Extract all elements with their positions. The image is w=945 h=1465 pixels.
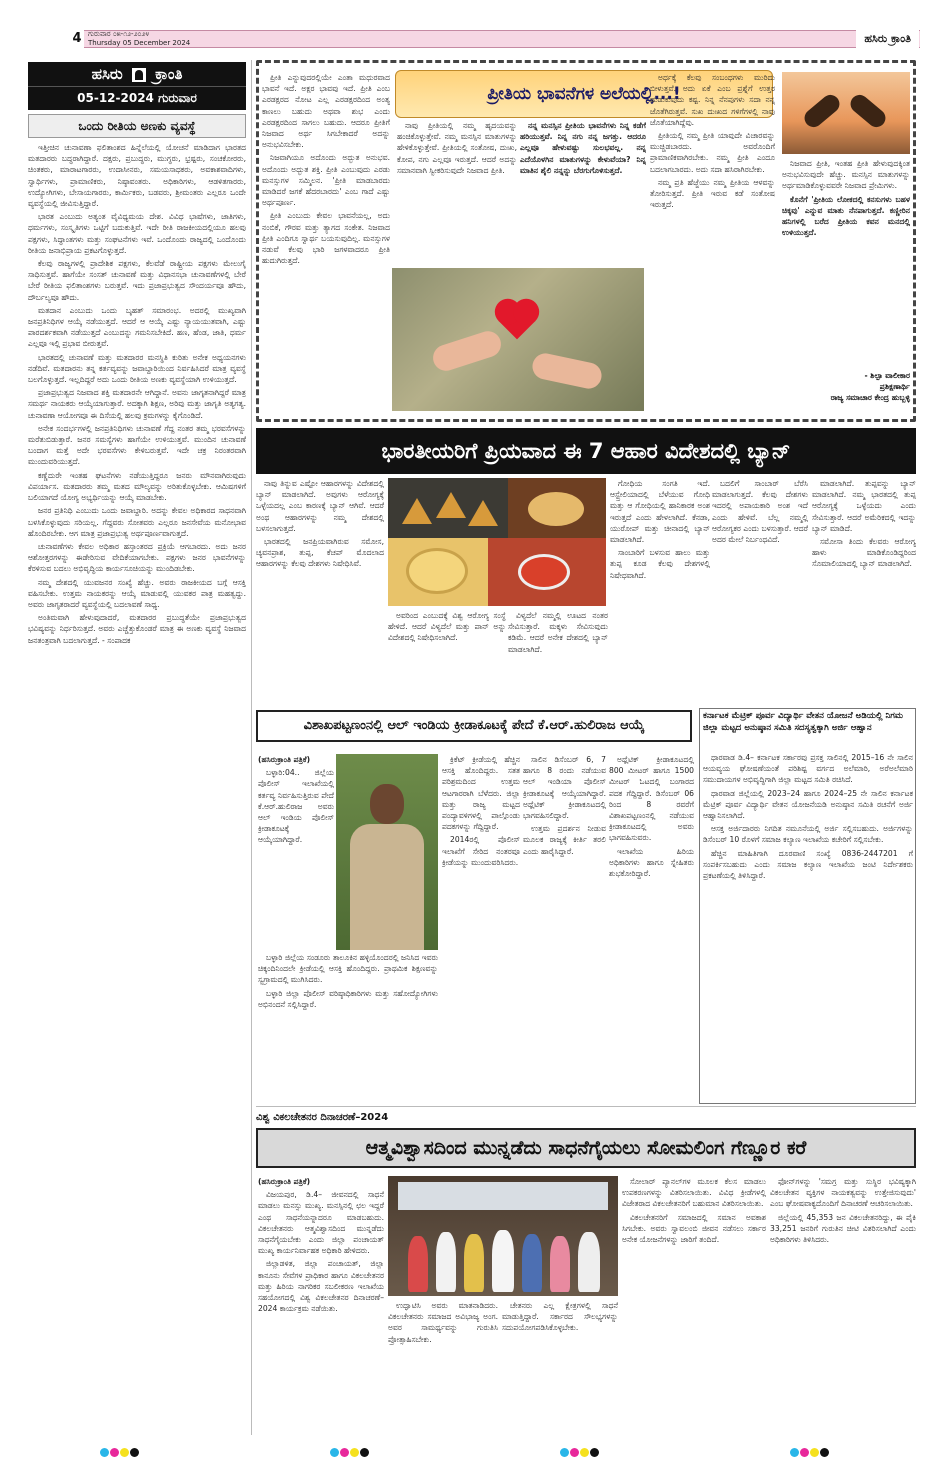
person-figure: [550, 1236, 570, 1292]
sports-article-column: [442, 754, 520, 1102]
disabled-paragraph: ಜಿಲ್ಲಾಡಳಿತ, ಜಿಲ್ಲಾ ಪಂಚಾಯತ್, ಜಿಲ್ಲಾ ಕಾನೂನು ಸೇವೆಗಳ ಪ್ರಾಧಿಕಾರ ಹಾಗೂ ವಿಕಲಚೇತನರ ಮತ್ತು ಹಿರಿಯ ನಾಗರಿಕರ ಸಬಲೀಕರಣ ಇಲಾಖೆಯ ಸಹಯೋಗದಲ್ಲಿ ವಿಶ್ವ ವಿಕಲಚೇತನರ ದಿನಾಚರಣೆ–2024 ಕಾರ್ಯಕ್ರಮ ನಡೆಯಿತು.: [258, 1259, 384, 1314]
disabled-article-column: [770, 1176, 916, 1434]
love-article-column: [520, 120, 646, 265]
love-article-column: [262, 72, 390, 417]
samosa-shape: [436, 492, 466, 518]
editorial-paragraph: ಪ್ರಜಾಪ್ರಭುತ್ವದ ನಿಜವಾದ ಶಕ್ತಿ ಮತದಾರನೇ ಆಗಿದ್ದಾನೆ. ಅವನು ಜಾಗೃತನಾಗಿದ್ದರೆ ಮಾತ್ರ ಸಮರ್ಥ ನಾಯಕರು ಆಯ್ಕೆಯಾಗುತ್ತಾರೆ. ಅದಕ್ಕಾಗಿ ಶಿಕ್ಷಣ, ಅರಿವು ಮತ್ತು ಜಾಗೃತಿ ಅತ್ಯಗತ್ಯ. ಚುನಾವಣಾ ಆಯೋಗವೂ ಈ ದಿಸೆಯಲ್ಲಿ ಹಲವು ಕ್ರಮಗಳನ್ನು ಕೈಗೊಂಡಿದೆ.: [28, 388, 246, 420]
page-number: 4: [70, 30, 84, 48]
masthead: [28, 62, 246, 110]
food-paragraph: ಗೋಧಿಯ ಸಂಗತಿ ಇದೆ. ಆಸ್ಟ್ರೇಲಿಯಾದಲ್ಲಿ ಬೆಳೆಯುವ ಗೋಧಿ ಮತ್ತು ಆ ಗೋಧಿಯಲ್ಲಿ ಹಾನಿಕಾರಕ ಅಂಶ ಇರುತ್ತದೆ ಎಂದು ಹೇಳಲಾಗಿದೆ. ಕೆನಡಾ, ಯುರೋಪ್ ಮತ್ತು ಚೀನಾದಲ್ಲಿ ಬ್ಯಾನ್ ಮಾಡಲಾಗಿದೆ.: [610, 479, 710, 545]
disabled-article-column: [388, 1300, 498, 1434]
food-article-column: [812, 478, 916, 704]
person-figure: [522, 1234, 542, 1292]
food-paragraph: ಮಾಡಲಾಗಿದೆ. ತುಪ್ಪವನ್ನು ಬ್ಯಾನ್ ಮಾಡಲಾಗಿದೆ. ನಮ್ಮ ಭಾರತದಲ್ಲಿ ತುಪ್ಪ ಆರೋಗ್ಯಕ್ಕೆ ಒಳ್ಳೆಯದು ಎಂದು ಸೇವಿಸುತ್ತಾರೆ. ಆದರೆ ಅಮೆರಿಕದಲ್ಲಿ ಇದನ್ನು ಬ್ಯಾನ್ ಮಾಡಿದೆ.: [812, 479, 916, 533]
author-name: - ಶಿಲ್ಪಾ ವಾಲೀಕಾರ: [864, 371, 910, 380]
hand-shape: [530, 351, 604, 391]
disabled-dateline: (ಹಸಿರುಕ್ರಾಂತಿ ಪತ್ರಿಕೆ): [258, 1177, 311, 1186]
editorial-paragraph: ಇತ್ತೀಚಿನ ಚುನಾವಣಾ ಫಲಿತಾಂಶದ ಹಿನ್ನೆಲೆಯಲ್ಲಿ ಯೋಚನೆ ಮಾಡಿದಾಗ ಭಾರತದ ಮತದಾರರು ಬದ್ಧರಾಗಿದ್ದಾರೆ. ದಕ್ಷರು, ಪ್ರಬುದ್ಧರು, ಮುಗ್ಧರು, ಭ್ರಷ್ಟರು, ಸಂಚಕೋರರು, ಚಿಂತಕರು, ಮಾರಾಟಗಾರರು, ಉದಾಸೀನರು, ಸಮಯಸಾಧಕರು, ಅವಕಾಶವಾದಿಗಳು, ಸ್ವಾರ್ಥಿಗಳು, ಪ್ರಾಮಾಣಿಕರು, ನಿಷ್ಠಾವಂತರು. ಅಧಿಕಾರಿಗಳು, ಆಡಳಿತಗಾರರು, ಉದ್ಯೋಗಿಗಳು, ಬೇಸಾಯಗಾರರು, ಕಾರ್ಮಿಕರು, ಬಡವರು, ಶ್ರೀಮಂತರು ಎಲ್ಲರೂ ಒಂದೇ ವ್ಯವಸ್ಥೆಯಲ್ಲಿ ಜೀವಿಸುತ್ತಿದ್ದಾರೆ.: [28, 143, 246, 209]
love-paragraph: ನಮ್ಮ ಪ್ರತಿ ಹೆಜ್ಜೆಯು ನಮ್ಮ ಪ್ರೀತಿಯ ಆಳವನ್ನು ತೋರಿಸುತ್ತದೆ. ಪ್ರೀತಿ ಇರುವ ಕಡೆ ಸಂತೋಷ ಇರುತ್ತದೆ.: [650, 177, 775, 210]
disabled-article-kicker: ವಿಶ್ವ ವಿಕಲಚೇತನರ ದಿನಾಚರಣೆ–2024: [256, 1112, 389, 1123]
food-paragraph: ಸಮೋಸಾ ತಿಂದು ಕೆಲವರು ಆರೋಗ್ಯ ಹಾಳು ಮಾಡಿಕೊಂಡಿದ್ದರಿಂದ ಸೊಮಾಲಿಯಾದಲ್ಲಿ ಬ್ಯಾನ್ ಮಾಡಲಾಗಿದೆ.: [812, 537, 916, 569]
sports-paragraph: ಇಲಾಖೆಯ ಹಿರಿಯ ಅಧಿಕಾರಿಗಳು ಹಾಗೂ ಸ್ನೇಹಿತರು ಶುಭಕೋರಿದ್ದಾರೆ.: [609, 846, 694, 879]
love-paragraph: ನಿಜವಾಗಿಯೂ ಅದೊಂದು ಅದ್ಭುತ ಅನುಭವ. ಅದೊಂದು ಅದ್ಭುತ ಶಕ್ತಿ. ಪ್ರೀತಿ ಎಂಬುವುದು ಎರಡು ಮನಸ್ಸುಗಳ ಸಮ್ಮಿಲನ. 'ಪ್ರೀತಿ ಮಾಡಬಾರದು ಮಾಡಿದರೆ ಜಗಕೆ ಹೆದರಬಾರದು' ಎಂಬ ಗಾದೆ ಎಷ್ಟು ಅರ್ಥಪೂರ್ಣ.: [262, 153, 390, 208]
food-paragraph: ವಿಳ್ಯದೆಲೆ ನಮ್ಮಲ್ಲಿ ಊಟದ ನಂತರ ಸೇವಿಸುತ್ತಾರೆ. ಮಕ್ಕಳು ಸೇವಿಸುವುದು ಕಡಿಮೆ. ಆದರೆ ಅನೇಕ ದೇಶದಲ್ಲಿ ಬ್ಯಾನ್ ಮಾಡಲಾಗಿದೆ.: [508, 611, 608, 654]
food-paragraph: ಅವರಿಂದ ಎಂಬುದಕ್ಕೆ ವಿಶ್ವ ಆರೋಗ್ಯ ಸಂಸ್ಥೆ ಹೇಳಿದೆ. ಆದರೆ ವಿಳ್ಯದೆಲೆ ಮತ್ತು ಪಾನ್ ಅನ್ನು ವಿದೇಶದಲ್ಲಿ ನಿಷೇಧಿಸಲಾಗಿದೆ.: [388, 611, 506, 643]
disabled-paragraph: ಸೋಲಾರ್ ಪ್ಯಾನಲ್‌ಗಳ ಮೂಲಕ ಕೆಲಸ ಮಾಡಲು ಉಪಕರಣಗಳನ್ನು ವಿತರಿಸಲಾಯಿತು. ವಿವಿಧ ಕ್ರೀಡೆಗಳಲ್ಲಿ ವಿಜೇತರಾದ ವಿಕಲಚೇತನರಿಗೆ ಬಹುಮಾನ ವಿತರಿಸಲಾಯಿತು.: [622, 1177, 766, 1209]
food-article-column: [712, 478, 808, 704]
masthead-name-left: ಹಸಿರು: [91, 65, 123, 83]
disabled-paragraph: ಫೋನ್‌ಗಳನ್ನು 'ಸಮಗ್ರ ಮತ್ತು ಸುಸ್ಥಿರ ಭವಿಷ್ಯಕ್ಕಾಗಿ ವಿಕಲಚೇತನ ವ್ಯಕ್ತಿಗಳ ನಾಯಕತ್ವವನ್ನು ಉತ್ತೇಜಿಸುವುದು' ಎಂಬ ಘೋಷವಾಕ್ಯದೊಂದಿಗೆ ದಿನಾಚರಣೆ ಆಚರಿಸಲಾಯಿತು.: [770, 1177, 916, 1209]
editorial-paragraph: ಕೆಲವು ರಾಜ್ಯಗಳಲ್ಲಿ ಪ್ರಾದೇಶಿಕ ಪಕ್ಷಗಳು, ಕೆಲವೆಡೆ ರಾಷ್ಟ್ರೀಯ ಪಕ್ಷಗಳು ಮೇಲುಗೈ ಸಾಧಿಸುತ್ತವೆ. ಹಾಗೆಯೇ ಸಂಸತ್ ಚುನಾವಣೆ ಮತ್ತು ವಿಧಾನಸಭಾ ಚುನಾವಣೆಗಳಲ್ಲಿ ಬೇರೆ ಬೇರೆ ರೀತಿಯ ಫಲಿತಾಂಶಗಳು ಬರುತ್ತವೆ. ಇದು ಪ್ರಜಾಪ್ರಭುತ್ವದ ಸೌಂದರ್ಯವೂ ಹೌದು, ದೌರ್ಬಲ್ಯವೂ ಹೌದು.: [28, 259, 246, 302]
ghee-photo: [388, 538, 488, 606]
food-article-column: [388, 610, 506, 704]
committee-paragraph: ಧಾರವಾಡ ಜಿಲ್ಲೆಯಲ್ಲಿ 2023–24 ಹಾಗೂ 2024–25 ನೇ ಸಾಲಿನ ಕರ್ನಾಟಕ ಮೆಟ್ರಿಕ್ ಪೂರ್ವ ವಿದ್ಯಾರ್ಥಿ ವೇತನ ಯೋಜನೆಯಡಿ ಅನುಷ್ಠಾನ ಸಮಿತಿ ರಚನೆಗೆ ಅರ್ಜಿ ಆಹ್ವಾನಿಸಲಾಗಿದೆ.: [703, 788, 913, 821]
sports-paragraph: ಸಾಲಿನ ಡಿಸೆಂಬರ್ 6, 7 ಹಾಗೂ 8 ರಂದು ನಡೆಯುವ ಆಲ್ ಇಂಡಿಯಾ ಪೊಲೀಸ್ ಕ್ರೀಡಾಕೂಟಕ್ಕೆ ಆಯ್ಕೆಯಾಗಿದ್ದಾರೆ. ಅಥ್ಲೆಟಿಕ್ ಕ್ರೀಡಾಕೂಟದಲ್ಲಿ ಭಾಗವಹಿಸಲಿದ್ದಾರೆ.: [523, 755, 606, 821]
love-paragraph: ಅರ್ಧಕ್ಕೆ ಕೆಲವು ಸಂಬಂಧಗಳು ಮುರಿದು ಬೀಳುತ್ತವೆ. ಅದು ಏಕೆ ಎಂಬ ಪ್ರಶ್ನೆಗೆ ಉತ್ತರ ಹುಡುಕುವುದು ಕಷ್ಟ. ನಿನ್ನ ನೆನಪುಗಳು ಸದಾ ನನ್ನ ಜೊತೆಗಿರುತ್ತವೆ. ಸುಖ ದುಃಖದ ಗಳಿಗೆಗಳಲ್ಲಿ ನಾವು ಜೊತೆಯಾಗಿದ್ದೆವು.: [650, 73, 775, 127]
stage-banner: [398, 1182, 608, 1210]
disabled-paragraph: ಜಿಲ್ಲೆಯಲ್ಲಿ 45,353 ಜನ ವಿಕಲಚೇತನರಿದ್ದು, ಈ ಪೈಕಿ 33,251 ಜನರಿಗೆ ಗುರುತಿನ ಚೀಟಿ ವಿತರಿಸಲಾಗಿದೆ ಎಂದು ಅಧಿಕಾರಿಗಳು ತಿಳಿಸಿದರು.: [770, 1212, 916, 1245]
masthead-name: [28, 62, 246, 86]
paper-name: ಹಸಿರು ಕ್ರಾಂತಿ: [856, 30, 919, 48]
disabled-article-column: [502, 1300, 618, 1434]
love-article-byline: [782, 370, 910, 416]
samosa-shape: [468, 500, 498, 526]
date-kannada: ಗುರುವಾರ ೦೫-೧೨-೨೦೨೪: [88, 30, 150, 38]
disabled-paragraph: ಚೇತನರು ಎಲ್ಲ ಕ್ಷೇತ್ರಗಳಲ್ಲಿ ಸಾಧನೆ ಮಾಡುತ್ತಿದ್ದಾರೆ. ಸರ್ಕಾರದ ಸೌಲಭ್ಯಗಳನ್ನು ಸದುಪಯೋಗಪಡಿಸಿಕೊಳ್ಳಬೇಕು.: [502, 1301, 618, 1333]
editorial-paragraph: ಚುನಾವಣೆಗಳು ಕೇವಲ ಅಧಿಕಾರ ಹಸ್ತಾಂತರದ ಪ್ರಕ್ರಿಯೆ ಆಗಬಾರದು. ಅದು ಜನರ ಆಶೋತ್ತರಗಳನ್ನು ಈಡೇರಿಸುವ ವೇದಿಕೆಯಾಗಬೇಕು. ಪಕ್ಷಗಳು ಜನರ ಭಾವನೆಗಳನ್ನು ಕೆರಳಿಸುವ ಬದಲು ಅಭಿವೃದ್ಧಿಯ ಕಾರ್ಯಸೂಚಿಯನ್ನು ಮುಂದಿಡಬೇಕು.: [28, 541, 246, 574]
person-figure: [578, 1232, 600, 1292]
bowl-shape: [518, 554, 570, 590]
person-figure: [464, 1234, 484, 1292]
sports-article-column: [609, 754, 694, 1102]
food-article-column: [256, 478, 384, 704]
ketchup-photo: [488, 538, 606, 606]
editorial-paragraph: ಅನೇಕ ಸಂದರ್ಭಗಳಲ್ಲಿ ಜನಪ್ರತಿನಿಧಿಗಳು ಚುನಾವಣೆ ಗೆದ್ದ ನಂತರ ತಮ್ಮ ಭರವಸೆಗಳನ್ನು ಮರೆತುಬಿಡುತ್ತಾರೆ. ಜನರ ಸಮಸ್ಯೆಗಳು ಹಾಗೆಯೇ ಉಳಿಯುತ್ತವೆ. ಮುಂದಿನ ಚುನಾವಣೆ ಬಂದಾಗ ಮತ್ತೆ ಅದೇ ಭರವಸೆಗಳು ಕೇಳಿಬರುತ್ತವೆ. ಇದೇ ಚಕ್ರ ನಿರಂತರವಾಗಿ ಮುಂದುವರಿಯುತ್ತದೆ.: [28, 423, 246, 467]
committee-paragraph: ಧಾರವಾಡ ಡಿ.4– ಕರ್ನಾಟಕ ಸರ್ಕಾರವು ಪ್ರಸಕ್ತ ಸಾಲಿನಲ್ಲಿ 2015–16 ನೇ ಸಾಲಿನ ಆಯವ್ಯಯ ಘೋಷಣೆಯಂತೆ ಪರಿಶಿಷ್ಟ ವರ್ಗದ ಅಲೆಮಾರಿ, ಅರೆಅಲೆಮಾರಿ ಸಮುದಾಯಗಳ ಅಭಿವೃದ್ಧಿಗಾಗಿ ಜಿಲ್ಲಾ ಮಟ್ಟದ ಸಮಿತಿ ರಚಿಸಿದೆ.: [703, 753, 913, 785]
disabled-article-column: [258, 1176, 384, 1434]
person-figure: [408, 1236, 428, 1292]
wheat-photo: [508, 478, 606, 538]
disabled-paragraph: ಉದ್ಘಾಟಿಸಿ ಅವರು ಮಾತನಾಡಿದರು. ವಿಕಲಚೇತನರು ಸಮಾಜದ ಅವಿಭಾಜ್ಯ ಅಂಗ. ಅವರ ಸಾಮರ್ಥ್ಯವನ್ನು ಗುರುತಿಸಿ ಪ್ರೋತ್ಸಾಹಿಸಬೇಕು.: [388, 1301, 498, 1344]
header-strip: [70, 30, 920, 48]
committee-paragraph: ಆಸಕ್ತ ಅರ್ಜಿದಾರರು ನಿಗದಿತ ನಮೂನೆಯಲ್ಲಿ ಅರ್ಜಿ ಸಲ್ಲಿಸಬಹುದು. ಅರ್ಜಿಗಳನ್ನು ಡಿಸೆಂಬರ್ 10 ರೊಳಗೆ ಸಮಾಜ ಕಲ್ಯಾಣ ಇಲಾಖೆಯ ಕಚೇರಿಗೆ ಸಲ್ಲಿಸಬೇಕು.: [703, 824, 913, 845]
committee-article-body: [703, 752, 913, 1098]
samosa-photo: [388, 478, 508, 538]
section-divider: [256, 1106, 916, 1107]
registration-mark-icon: [330, 1442, 370, 1452]
love-article-column: [650, 72, 775, 417]
masthead-name-right: ಕ್ರಾಂತಿ: [155, 65, 183, 83]
sports-paragraph: ಅಥ್ಲೆಟಿಕ್ ಕ್ರೀಡಾಕೂಟದಲ್ಲಿ 800 ಮೀಟರ್ ಹಾಗೂ 1500 ಮೀಟರ್ ಓಟದಲ್ಲಿ ಬಂಗಾರದ ಪದಕ ಗೆದ್ದಿದ್ದಾರೆ. ಡಿಸೆಂಬರ್ 06 ರಿಂದ 8 ರವರೆಗೆ ವಿಶಾಖಪಟ್ಟಣಂನಲ್ಲಿ ನಡೆಯುವ ಕ್ರೀಡಾಕೂಟದಲ್ಲಿ ಅವರು ಭಾಗವಹಿಸುವರು.: [609, 755, 694, 843]
masthead-date: 05-12-2024 ಗುರುವಾರ: [28, 86, 246, 109]
editorial-paragraph: ಭಾರತ ಎಂಬುದು ಅತ್ಯಂತ ವೈವಿಧ್ಯಮಯ ದೇಶ. ವಿವಿಧ ಭಾಷೆಗಳು, ಜಾತಿಗಳು, ಧರ್ಮಗಳು, ಸಂಸ್ಕೃತಿಗಳು ಒಟ್ಟಿಗೆ ಬದುಕುತ್ತಿವೆ. ಇದೇ ರೀತಿ ರಾಜಕೀಯದಲ್ಲಿಯೂ ಹಲವು ಪಕ್ಷಗಳು, ಸಿದ್ಧಾಂತಗಳು ಮತ್ತು ಸಂಘಟನೆಗಳು ಇವೆ. ಒಂದೊಂದು ರಾಜ್ಯದಲ್ಲಿ ಒಂದೊಂದು ರೀತಿಯ ಜನಾಭಿಪ್ರಾಯ ಪ್ರಕಟಗೊಳ್ಳುತ್ತದೆ.: [28, 212, 246, 255]
love-paragraph: ಪ್ರೀತಿ ಎಂಬುದು ಕೇವಲ ಭಾವನೆಯಲ್ಲ, ಅದು ನಂಬಿಕೆ, ಗೌರವ ಮತ್ತು ತ್ಯಾಗದ ಸಂಕೇತ. ನಿಜವಾದ ಪ್ರೀತಿ ಎಂದಿಗೂ ಸ್ವಾರ್ಥ ಬಯಸುವುದಿಲ್ಲ. ಮನಸ್ಸುಗಳ ನಡುವೆ ಕೆಲವು ಭಾರಿ ಜಗಳವಾದರೂ ಪ್ರೀತಿ ಹುದುಗಿರುತ್ತದೆ.: [262, 211, 390, 266]
food-article-column: [610, 478, 710, 704]
person-figure: [492, 1230, 514, 1292]
hand-shape: [801, 91, 843, 131]
love-article-column: [397, 120, 517, 265]
disabled-paragraph: ವಿಕಲಚೇತನರಿಗೆ ಸಮಾಜದಲ್ಲಿ ಸಮಾನ ಅವಕಾಶ ಸಿಗಬೇಕು. ಅವರು ಸ್ವಾವಲಂಬಿ ಜೀವನ ನಡೆಸಲು ಸರ್ಕಾರ ಅನೇಕ ಯೋಜನೆಗಳನ್ನು ಜಾರಿಗೆ ತಂದಿದೆ.: [622, 1212, 766, 1245]
editorial-paragraph: ಅಂತಿಮವಾಗಿ ಹೇಳುವುದಾದರೆ, ಮತದಾರರ ಪ್ರಬುದ್ಧತೆಯೇ ಪ್ರಜಾಪ್ರಭುತ್ವದ ಭವಿಷ್ಯವನ್ನು ನಿರ್ಧರಿಸುತ್ತದೆ. ಅವರು ಎಚ್ಚೆತ್ತುಕೊಂಡರೆ ಮಾತ್ರ ಈ ಅಣಕು ವ್ಯವಸ್ಥೆ ನಿಜವಾದ ಜನತಂತ್ರವಾಗಿ ಬದಲಾಗುತ್ತದೆ. - ಸಂಪಾದಕ: [28, 613, 246, 645]
sports-article-title: ವಿಶಾಖಪಟ್ಟಣಂನಲ್ಲಿ ಆಲ್ ಇಂಡಿಯ ಕ್ರೀಡಾಕೂಟಕ್ಕೆ ಪೇದೆ ಕೆ.ಆರ್.ಹುಲಿರಾಜ ಆಯ್ಕೆ: [256, 710, 692, 742]
sports-article-column: [258, 952, 438, 1102]
hand-shape: [430, 328, 505, 374]
committee-paragraph: ಹೆಚ್ಚಿನ ಮಾಹಿತಿಗಾಗಿ ದೂರವಾಣಿ ಸಂಖ್ಯೆ 0836-2447201 ಗೆ ಸಂಪರ್ಕಿಸಬಹುದು ಎಂದು ಸಮಾಜ ಕಲ್ಯಾಣ ಇಲಾಖೆಯ ಜಂಟಿ ನಿರ್ದೇಶಕರು ಪ್ರಕಟಣೆಯಲ್ಲಿ ತಿಳಿಸಿದ್ದಾರೆ.: [703, 848, 913, 881]
editorial-body: [28, 142, 246, 1434]
editorial-paragraph: ಭಾರತದಲ್ಲಿ ಚುನಾವಣೆ ಮತ್ತು ಮತದಾರರ ಮನಸ್ಥಿತಿ ಕುರಿತು ಅನೇಕ ಅಧ್ಯಯನಗಳು ನಡೆದಿವೆ. ಮತದಾರನು ತನ್ನ ಕರ್ತವ್ಯವನ್ನು ಜವಾಬ್ದಾರಿಯಿಂದ ನಿರ್ವಹಿಸಿದರೆ ಮಾತ್ರ ವ್ಯವಸ್ಥೆ ಬಲಗೊಳ್ಳುತ್ತದೆ. ಇಲ್ಲದಿದ್ದರೆ ಅದು ಒಂದು ರೀತಿಯ ಅಣಕು ವ್ಯವಸ್ಥೆಯಾಗಿ ಉಳಿಯುತ್ತದೆ.: [28, 352, 246, 385]
sports-paragraph: ಕ್ರಿಕೆಟ್ ಕ್ರೀಡೆಯಲ್ಲಿ ಹೆಚ್ಚಿನ ಆಸಕ್ತಿ ಹೊಂದಿದ್ದರು. ಸತತ ಪರಿಶ್ರಮದಿಂದ ಉತ್ತಮ ಆಟಗಾರರಾಗಿ ಬೆಳೆದರು. ಜಿಲ್ಲಾ ಮತ್ತು ರಾಜ್ಯ ಮಟ್ಟದ ಪಂದ್ಯಾವಳಿಗಳಲ್ಲಿ ಪಾಲ್ಗೊಂಡು ಪದಕಗಳನ್ನು ಗೆದ್ದಿದ್ದಾರೆ.: [442, 755, 520, 832]
author-role: ಪ್ರಶಿಕ್ಷಣಾರ್ಥಿ: [879, 382, 910, 391]
love-paragraph: ನನ್ನ ಮನಸ್ಸಿನ ಪ್ರೀತಿಯ ಭಾವನೆಗಳು ನಿನ್ನ ಕಡೆಗೆ ಹರಿಯುತ್ತವೆ. ನಿನ್ನ ನಗು ನನ್ನ ಜಗತ್ತು. ಆದರೂ ಎಲ್ಲವೂ ಹೇಳುವಷ್ಟು ಸುಲಭವಲ್ಲ. ನನ್ನ ಎದೆಯೊಳಗಿನ ಮಾತುಗಳನ್ನು ಕೇಳುವೆಯಾ? ನಿನ್ನ ಮಾತಿನ ಶೈಲಿ ನನ್ನನ್ನು ಬೆರಗುಗೊಳಿಸುತ್ತದೆ.: [520, 121, 646, 175]
logo-emblem-icon: [132, 68, 146, 82]
editorial-paragraph: ಕಣ್ಣೆದುರೇ ಇಂತಹ ಘಟನೆಗಳು ನಡೆಯುತ್ತಿದ್ದರೂ ಜನರು ಮೌನವಾಗಿರುವುದು ವಿಪರ್ಯಾಸ. ಮತದಾರರು ತಮ್ಮ ಮತದ ಮೌಲ್ಯವನ್ನು ಅರಿತುಕೊಳ್ಳಬೇಕು. ಆಮಿಷಗಳಿಗೆ ಬಲಿಯಾಗದೆ ಯೋಗ್ಯ ಅಭ್ಯರ್ಥಿಯನ್ನು ಆಯ್ಕೆ ಮಾಡಬೇಕು.: [28, 470, 246, 503]
hand-shape: [847, 91, 889, 131]
bowl-shape: [406, 548, 468, 594]
portrait-uniform: [350, 824, 424, 950]
portrait-head: [370, 784, 404, 824]
event-stage-photo: [388, 1176, 618, 1296]
sports-article-column: [258, 754, 334, 950]
sports-paragraph: ಬಳ್ಳಾರಿ ಜಿಲ್ಲೆಯ ಸಂಡೂರು ತಾಲೂಕಿನ ಹಳ್ಳಿಯೊಂದರಲ್ಲಿ ಜನಿಸಿದ ಇವರು ಚಿಕ್ಕಂದಿನಿಂದಲೇ ಕ್ರೀಡೆಯಲ್ಲಿ ಆಸಕ್ತಿ ಹೊಂದಿದ್ದರು. ಪ್ರಾಥಮಿಕ ಶಿಕ್ಷಣವನ್ನು ಸ್ವಗ್ರಾಮದಲ್ಲಿ ಮುಗಿಸಿದರು.: [258, 953, 438, 985]
samosa-shape: [402, 498, 432, 524]
registration-mark-icon: [790, 1442, 830, 1452]
registration-mark-icon: [560, 1442, 600, 1452]
heart-hands-sunset-photo: [782, 72, 910, 154]
sports-paragraph: 2014ರಲ್ಲಿ ಪೊಲೀಸ್ ಇಲಾಖೆಗೆ ಸೇರಿದ ನಂತರವೂ ಕ್ರೀಡೆಯನ್ನು ಮುಂದುವರಿಸಿದರು.: [442, 835, 520, 867]
author-org: ರಾಜ್ಯ ಸಮಾಚಾರ ಕೇಂದ್ರ ಹುಬ್ಬಳ್ಳಿ: [830, 393, 910, 402]
sports-dateline: (ಹಸಿರುಕ್ರಾಂತಿ ಪತ್ರಿಕೆ): [258, 755, 311, 764]
love-article-title: ಪ್ರೀತಿಯ ಭಾವನೆಗಳ ಅಲೆಯಲ್ಲಿ...!: [395, 70, 773, 118]
sports-paragraph: ಬಳ್ಳಾರಿ:04.. ಜಿಲ್ಲೆಯ ಪೊಲೀಸ್ ಇಲಾಖೆಯಲ್ಲಿ ಕರ್ತವ್ಯ ನಿರ್ವಹಿಸುತ್ತಿರುವ ಪೇದೆ ಕೆ.ಆರ್.ಹುಲಿರಾಜ ಅವರು ಆಲ್ ಇಂಡಿಯ ಪೊಲೀಸ್ ಕ್ರೀಡಾಕೂಟಕ್ಕೆ ಆಯ್ಕೆಯಾಗಿದ್ದಾರೆ.: [258, 768, 334, 845]
love-paragraph: ನಾವು ಪ್ರೀತಿಯಲ್ಲಿ ನಮ್ಮ ಹೃದಯವನ್ನು ಹಂಚಿಕೊಳ್ಳುತ್ತೇವೆ. ನಮ್ಮ ಮನಸ್ಸಿನ ಮಾತುಗಳನ್ನು ಹೇಳಿಕೊಳ್ಳುತ್ತೇವೆ. ಪ್ರೀತಿಯಲ್ಲಿ ಸಂತೋಷ, ದುಃಖ, ಕೋಪ, ನಗು ಎಲ್ಲವೂ ಇರುತ್ತದೆ. ಆದರೆ ಅದನ್ನು ಸಮಾನವಾಗಿ ಸ್ವೀಕರಿಸುವುದೇ ನಿಜವಾದ ಪ್ರೀತಿ.: [397, 121, 517, 175]
love-paragraph: ನಿಜವಾದ ಪ್ರೀತಿ, ಇಂತಹ ಪ್ರೀತಿ ಹೇಳುವುದಕ್ಕಿಂತ ಅನುಭವಿಸುವುದೇ ಹೆಚ್ಚು. ಮನಸ್ಸಿನ ಮಾತುಗಳನ್ನು ಅರ್ಥಮಾಡಿಕೊಳ್ಳುವವರೇ ನಿಜವಾದ ಪ್ರೇಮಿಗಳು.: [782, 159, 910, 191]
food-article-column: [508, 610, 608, 704]
food-paragraph: ಸಾಂಬಾರಿಗೆ ಬಳಸುವ ಹಾಲು ಮತ್ತು ತುಪ್ಪ ಕೂಡ ಕೆಲವು ದೇಶಗಳಲ್ಲಿ ನಿಷೇಧವಾಗಿದೆ.: [610, 548, 710, 580]
food-article-title: ಭಾರತೀಯರಿಗೆ ಪ್ರಿಯವಾದ ಈ 7 ಆಹಾರ ವಿದೇಶದಲ್ಲಿ ಬ್ಯಾನ್: [256, 428, 916, 474]
editorial-paragraph: ಮತದಾನ ಎಂಬುದು ಒಂದು ಬೃಹತ್ ಸಮಾರಂಭ. ಅದರಲ್ಲಿ ಮುಖ್ಯವಾಗಿ ಜನಪ್ರತಿನಿಧಿಗಳ ಆಯ್ಕೆ ನಡೆಯುತ್ತದೆ. ಆದರೆ ಆ ಆಯ್ಕೆ ಎಷ್ಟು ನ್ಯಾಯಯುತವಾಗಿ, ಎಷ್ಟು ಪಾರದರ್ಶಕವಾಗಿ ನಡೆಯುತ್ತದೆ ಎಂಬುದನ್ನು ಗಮನಿಸಬೇಕಿದೆ. ಹಣ, ಹೆಂಡ, ಜಾತಿ, ಧರ್ಮ ಎಲ್ಲವೂ ಇಲ್ಲಿ ಪ್ರಭಾವ ಬೀರುತ್ತವೆ.: [28, 305, 246, 349]
column-rule: [251, 60, 252, 1435]
disabled-paragraph: ವಿಜಯಪುರ, ಡಿ.4– ಜೀವನದಲ್ಲಿ ಸಾಧನೆ ಮಾಡಲು ಮನಸ್ಸು ಮುಖ್ಯ. ಮನಸ್ಸಿನಲ್ಲಿ ಛಲ ಇದ್ದರೆ ಎಂಥ ಸಾಧನೆಯನ್ನಾದರೂ ಮಾಡಬಹುದು. ವಿಕಲಚೇತನರು ಆತ್ಮವಿಶ್ವಾಸದಿಂದ ಮುನ್ನಡೆದು ಸಾಧನೆಗೈಯಬೇಕು ಎಂದು ಜಿಲ್ಲಾ ಪಂಚಾಯತ್ ಮುಖ್ಯ ಕಾರ್ಯನಿರ್ವಾಹಕ ಅಧಿಕಾರಿ ಹೇಳಿದರು.: [258, 1190, 384, 1256]
disabled-article-column: [622, 1176, 766, 1434]
food-paragraph: ಬದಲಿಗೆ ಸಾಂಬಾರ್ ಬೆರೆಸಿ ಮಾಡಲಾಗುತ್ತದೆ. ಕೆಲವು ದೇಶಗಳು ಇದರಲ್ಲಿ ಅಪಾಯಕಾರಿ ಅಂಶ ಇದೆ ಎಂದು ಹೇಳಿವೆ. ಬೆಲ್ಲ ನಮ್ಮಲ್ಲಿ ಆರೋಗ್ಯಕರ ಎಂದು ಬಳಸುತ್ತಾರೆ. ಆದರೆ ಅದರ ಮೇಲೆ ನಿರ್ಬಂಧವಿದೆ.: [712, 479, 808, 545]
editorial-title: ಒಂದು ರೀತಿಯ ಅಣಕು ವ್ಯವಸ್ಥೆ: [28, 114, 246, 138]
hands-heart-photo: [392, 268, 644, 411]
date-english: Thursday 05 December 2024: [88, 39, 191, 47]
sports-article-column: [523, 754, 606, 1102]
sports-paragraph: ಉತ್ತಮ ಪ್ರದರ್ಶನ ನೀಡುವ ಮೂಲಕ ರಾಜ್ಯಕ್ಕೆ ಕೀರ್ತಿ ತರಲಿ ಎಂದು ಹಾರೈಸಿದ್ದಾರೆ.: [523, 824, 606, 856]
disabled-article-title: ಆತ್ಮವಿಶ್ವಾಸದಿಂದ ಮುನ್ನಡೆದು ಸಾಧನೆಗೈಯಲು ಸೋಮಲಿಂಗ ಗೆಣ್ಣೂರ ಕರೆ: [256, 1128, 916, 1168]
bowl-shape: [528, 492, 584, 526]
person-figure: [436, 1232, 456, 1292]
love-article-column: [782, 158, 910, 368]
header-dateline: [88, 30, 190, 48]
love-paragraph: ಪ್ರೀತಿ ಎನ್ನುವುದರಲ್ಲಿಯೇ ಎಂತಾ ಮಧುರವಾದ ಭಾವನೆ ಇದೆ. ಅಕ್ಷರ ಭಾವವು ಇದೆ. ಪ್ರೀತಿ ಎಂಬ ಎರಡಕ್ಷರದ ನೋಟ ಎಲ್ಲ ಎರಡಕ್ಷರದಿಂದ ಅಂತ್ಯ ಕಾಣಲು ಬಹುದು ಅಥವಾ ಶುಭ ಎಂದು ಎರಡಕ್ಷರದಿಂದ ಸಾಗಲು ಬಹುದು. ಆದರೂ ಪ್ರೀತಿಗೆ ನಿಜವಾದ ಅರ್ಥ ಸಿಗಬೇಕಾದರೆ ಅದನ್ನು ಅನುಭವಿಸಬೇಕು.: [262, 73, 390, 150]
food-paragraph: ನಾವು ತಿನ್ನುವ ಎಷ್ಟೋ ಆಹಾರಗಳನ್ನು ವಿದೇಶದಲ್ಲಿ ಬ್ಯಾನ್ ಮಾಡಲಾಗಿದೆ. ಅವುಗಳು ಆರೋಗ್ಯಕ್ಕೆ ಒಳ್ಳೆಯದಲ್ಲ ಎಂಬ ಕಾರಣಕ್ಕೆ ಬ್ಯಾನ್ ಆಗಿವೆ. ಆದರೆ ಅಂಥ ಆಹಾರಗಳನ್ನು ನಮ್ಮ ದೇಶದಲ್ಲಿ ಬಳಸಲಾಗುತ್ತದೆ.: [256, 479, 384, 533]
sports-paragraph: ಬಳ್ಳಾರಿ ಜಿಲ್ಲಾ ಪೊಲೀಸ್ ವರಿಷ್ಠಾಧಿಕಾರಿಗಳು ಮತ್ತು ಸಹೋದ್ಯೋಗಿಗಳು ಅಭಿನಂದನೆ ಸಲ್ಲಿಸಿದ್ದಾರೆ.: [258, 988, 438, 1009]
constable-portrait-photo: [336, 754, 438, 950]
love-paragraph: ಪ್ರೀತಿಯಲ್ಲಿ ನಮ್ಮ ಪ್ರೀತಿ ಯಾವುದೇ ವಿಚಾರವನ್ನು ಮುಚ್ಚಿಡಬಾರದು. ಅವರೊಂದಿಗೆ ಪ್ರಾಮಾಣಿಕವಾಗಿರಬೇಕು. ನಮ್ಮ ಪ್ರೀತಿ ಎಂದೂ ಬದಲಾಗಬಾರದು. ಅದು ಸದಾ ಹಸಿರಾಗಿರಬೇಕು.: [650, 131, 775, 174]
food-paragraph: ಭಾರತದಲ್ಲಿ ಜನಪ್ರಿಯವಾಗಿರುವ ಸಮೋಸ, ಚ್ಯವನಪ್ರಾಶ, ತುಪ್ಪ, ಕೆಚಪ್ ಮೊದಲಾದ ಆಹಾರಗಳನ್ನು ಕೆಲವು ದೇಶಗಳು ನಿಷೇಧಿಸಿವೆ.: [256, 537, 384, 569]
committee-article-title: ಕರ್ನಾಟಕ ಮೆಟ್ರಿಕ್ ಪೂರ್ವ ವಿದ್ಯಾರ್ಥಿ ವೇತನ ಯೋಜನೆ ಅಡಿಯಲ್ಲಿ ನಿಗಮ ಜಿಲ್ಲಾ ಮಟ್ಟದ ಅನುಷ್ಠಾನ ಸಮಿತಿ ಸದಸ್ಯತ್ವಕ್ಕಾಗಿ ಅರ್ಜಿ ಆಹ್ವಾನ: [703, 711, 904, 733]
love-paragraph: ಕೊನೆಗೆ 'ಪ್ರೀತಿಯ ಲೋಕದಲ್ಲಿ ಕನಸುಗಳು ಬಹಳ ಚಿಕ್ಕವು' ಎನ್ನುವ ಮಾತು ನೆನಪಾಗುತ್ತದೆ. ಕಣ್ಣೀರಿನ ಹನಿಗಳಲ್ಲಿ ಬರೆದ ಪ್ರೀತಿಯ ಕವನ ಮನದಲ್ಲಿ ಉಳಿಯುತ್ತದೆ.: [782, 194, 910, 238]
registration-mark-icon: [100, 1442, 140, 1452]
banned-foods-photo: [388, 478, 606, 606]
editorial-paragraph: ನಮ್ಮ ದೇಶದಲ್ಲಿ ಯುವಜನರ ಸಂಖ್ಯೆ ಹೆಚ್ಚು. ಅವರು ರಾಜಕೀಯದ ಬಗ್ಗೆ ಆಸಕ್ತಿ ವಹಿಸಬೇಕು. ಉತ್ತಮ ನಾಯಕರನ್ನು ಆಯ್ಕೆ ಮಾಡುವಲ್ಲಿ ಯುವಕರ ಪಾತ್ರ ಮಹತ್ವದ್ದು. ಅವರು ಜಾಗೃತರಾದರೆ ವ್ಯವಸ್ಥೆಯಲ್ಲಿ ಬದಲಾವಣೆ ಸಾಧ್ಯ.: [28, 577, 246, 609]
editorial-paragraph: ಜನರ ಪ್ರತಿನಿಧಿ ಎಂಬುದು ಒಂದು ಜವಾಬ್ದಾರಿ. ಅದನ್ನು ಕೇವಲ ಅಧಿಕಾರದ ಸಾಧನವಾಗಿ ಬಳಸಿಕೊಳ್ಳುವುದು ಸರಿಯಲ್ಲ. ಗೆದ್ದವರು ಸೋತವರು ಎಲ್ಲರೂ ಜನಸೇವೆಯ ಮನೋಭಾವ ಹೊಂದಿರಬೇಕು. ಆಗ ಮಾತ್ರ ಪ್ರಜಾಪ್ರಭುತ್ವ ಅರ್ಥಪೂರ್ಣವಾಗುತ್ತದೆ.: [28, 506, 246, 538]
heart-icon: [499, 303, 536, 340]
